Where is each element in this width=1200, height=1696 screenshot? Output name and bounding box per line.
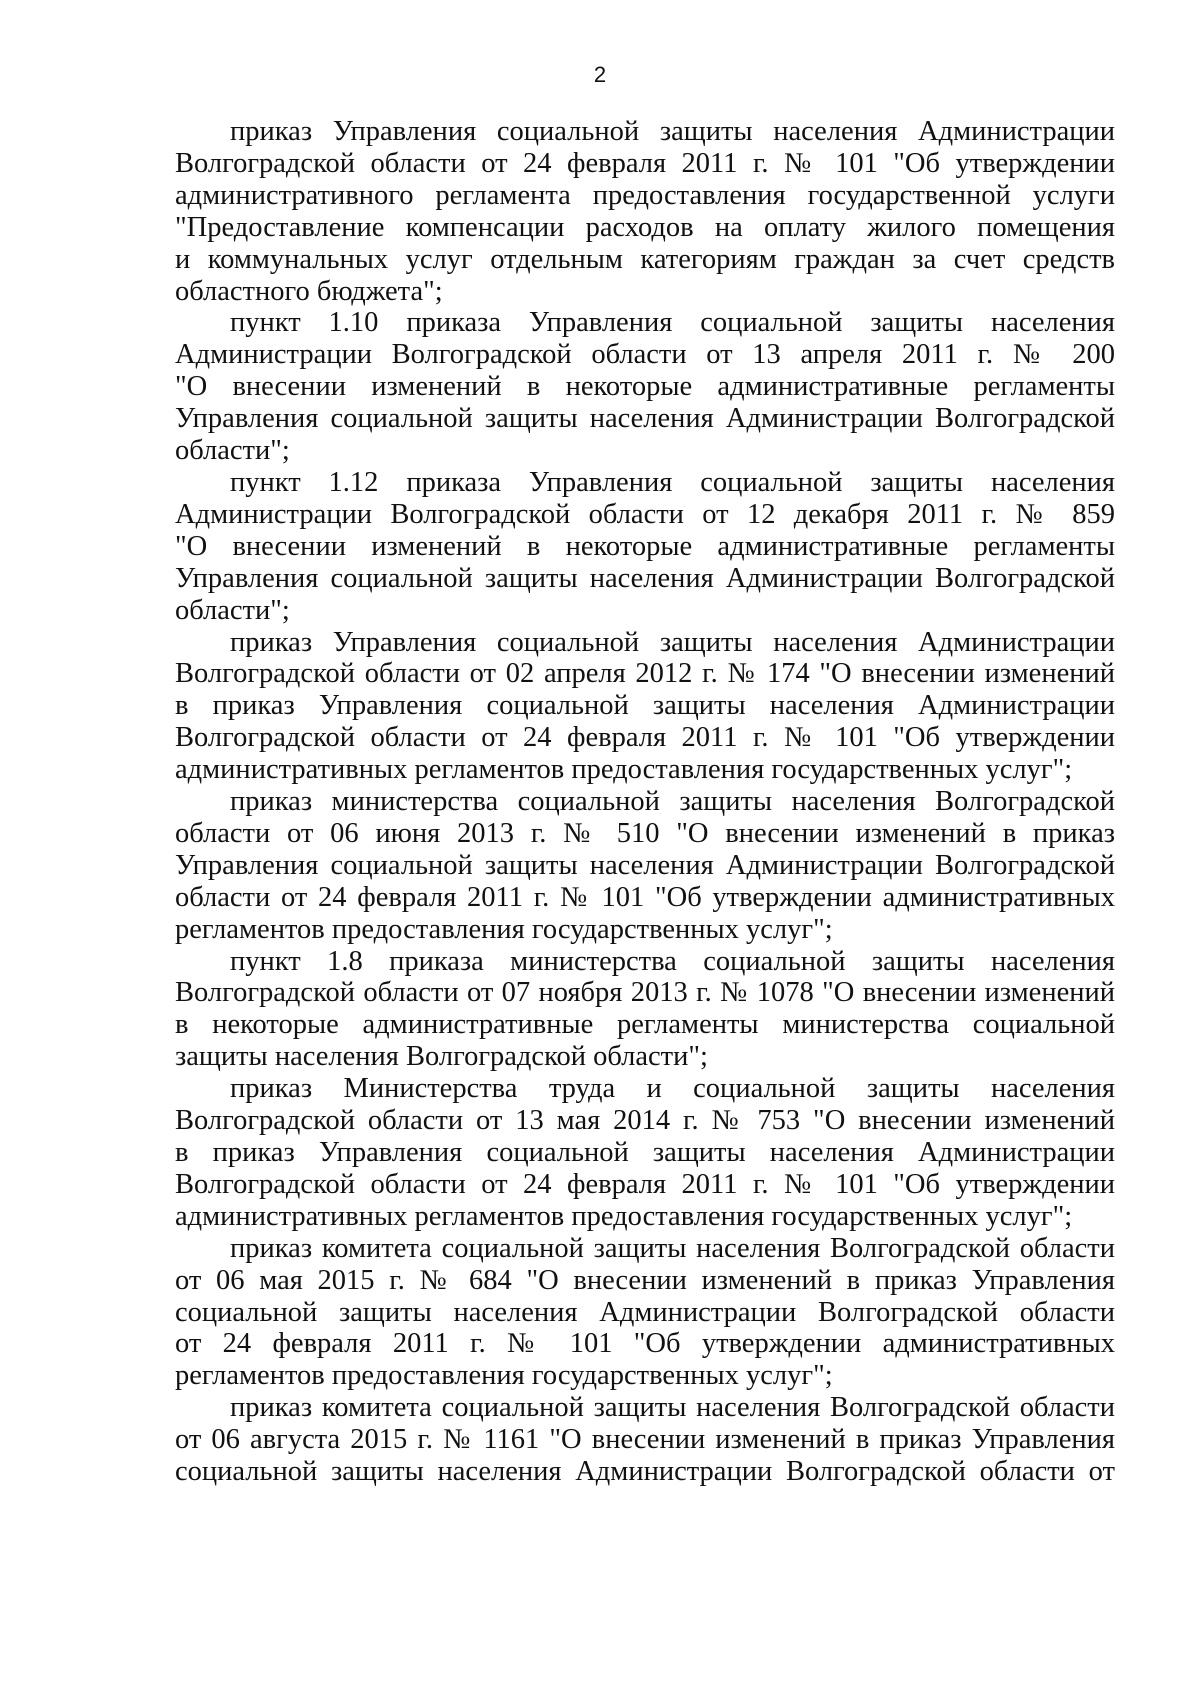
text-line: от 24 февраля 2011 г. № 101 "Об утверждении административных [175,1328,1115,1360]
text-line: социальной защиты населения Администрации Волгоградской области [175,1296,1115,1328]
text-line: Администрации Волгоградской области от 13 апреля 2011 г. № 200 [175,339,1115,371]
text-line: областного бюджета"; [175,275,443,307]
paragraph [175,116,1115,307]
text-line: приказ Управления социальной защиты населения Администрации [230,626,1115,658]
text-line: приказ комитета социальной защиты населения Волгоградской области [230,1392,1115,1424]
text-line: Управления социальной защиты населения Администрации Волгоградской [175,849,1115,881]
paragraph [175,1073,1115,1233]
text-line: Волгоградской области от 07 ноября 2013 г. № 1078 "О внесении изменений [175,977,1115,1009]
text-line: и коммунальных услуг отдельным категориям граждан за счет средств [175,243,1115,275]
paragraph [175,467,1115,627]
paragraph [175,1233,1115,1393]
paragraph [175,307,1115,467]
text-line: пункт 1.12 приказа Управления социальной защиты населения [230,466,1115,498]
text-line: пункт 1.10 приказа Управления социальной защиты населения [230,307,1115,339]
text-line: приказ Министерства труда и социальной защиты населения [230,1073,1115,1105]
text-line: регламентов предоставления государственных услуг"; [175,1360,833,1392]
text-line: административных регламентов предоставления государственных услуг"; [175,754,1073,786]
text-line: области"; [175,435,290,467]
paragraph [175,786,1115,946]
text-line: социальной защиты населения Администрации Волгоградской области от [175,1456,1115,1488]
text-line: приказ комитета социальной защиты населения Волгоградской области [230,1232,1115,1264]
text-line: приказ Управления социальной защиты населения Администрации [230,116,1115,147]
text-line: "О внесении изменений в некоторые административные регламенты [175,530,1115,562]
text-line: защиты населения Волгоградской области"; [175,1041,708,1073]
document-body [175,116,1115,1488]
text-line: области от 24 февраля 2011 г. № 101 "Об утверждении административных [175,881,1115,913]
text-line: приказ министерства социальной защиты населения Волгоградской [230,786,1115,818]
paragraph [175,946,1115,1074]
text-line: административных регламентов предоставления государственных услуг"; [175,1200,1073,1232]
text-line: области"; [175,594,290,626]
paragraph [175,1392,1115,1488]
text-line: от 06 мая 2015 г. № 684 "О внесении изменений в приказ Управления [175,1264,1115,1296]
text-line: области от 06 июня 2013 г. № 510 "О внесении изменений в приказ [175,817,1115,849]
text-line: в некоторые административные регламенты министерства социальной [175,1009,1115,1041]
text-line: регламентов предоставления государственных услуг"; [175,913,833,945]
text-line: Волгоградской области от 24 февраля 2011 г. № 101 "Об утверждении [175,722,1115,754]
text-line: Управления социальной защиты населения Администрации Волгоградской [175,562,1115,594]
text-line: в приказ Управления социальной защиты населения Администрации [175,1137,1115,1168]
text-line: Волгоградской области от 02 апреля 2012 г. № 174 "О внесении изменений [175,658,1115,690]
text-line: "О внесении изменений в некоторые административные регламенты [175,371,1115,403]
text-line: административного регламента предоставления государственной услуги [175,179,1115,211]
text-line: Администрации Волгоградской области от 12 декабря 2011 г. № 859 [175,498,1115,530]
text-line: Волгоградской области от 24 февраля 2011 г. № 101 "Об утверждении [175,1168,1115,1200]
text-line: Волгоградской области от 13 мая 2014 г. № 753 "О внесении изменений [175,1105,1115,1137]
text-line: пункт 1.8 приказа министерства социальной защиты населения [230,945,1115,977]
page-number: 2 [593,62,607,87]
text-line: от 06 августа 2015 г. № 1161 "О внесении изменений в приказ Управления [175,1424,1115,1456]
text-line: в приказ Управления социальной защиты населения Администрации [175,690,1115,722]
paragraph [175,627,1115,787]
text-line: Управления социальной защиты населения Администрации Волгоградской [175,403,1115,435]
text-line: "Предоставление компенсации расходов на оплату жилого помещения [175,211,1115,243]
text-line: Волгоградской области от 24 февраля 2011 г. № 101 "Об утверждении [175,147,1115,179]
